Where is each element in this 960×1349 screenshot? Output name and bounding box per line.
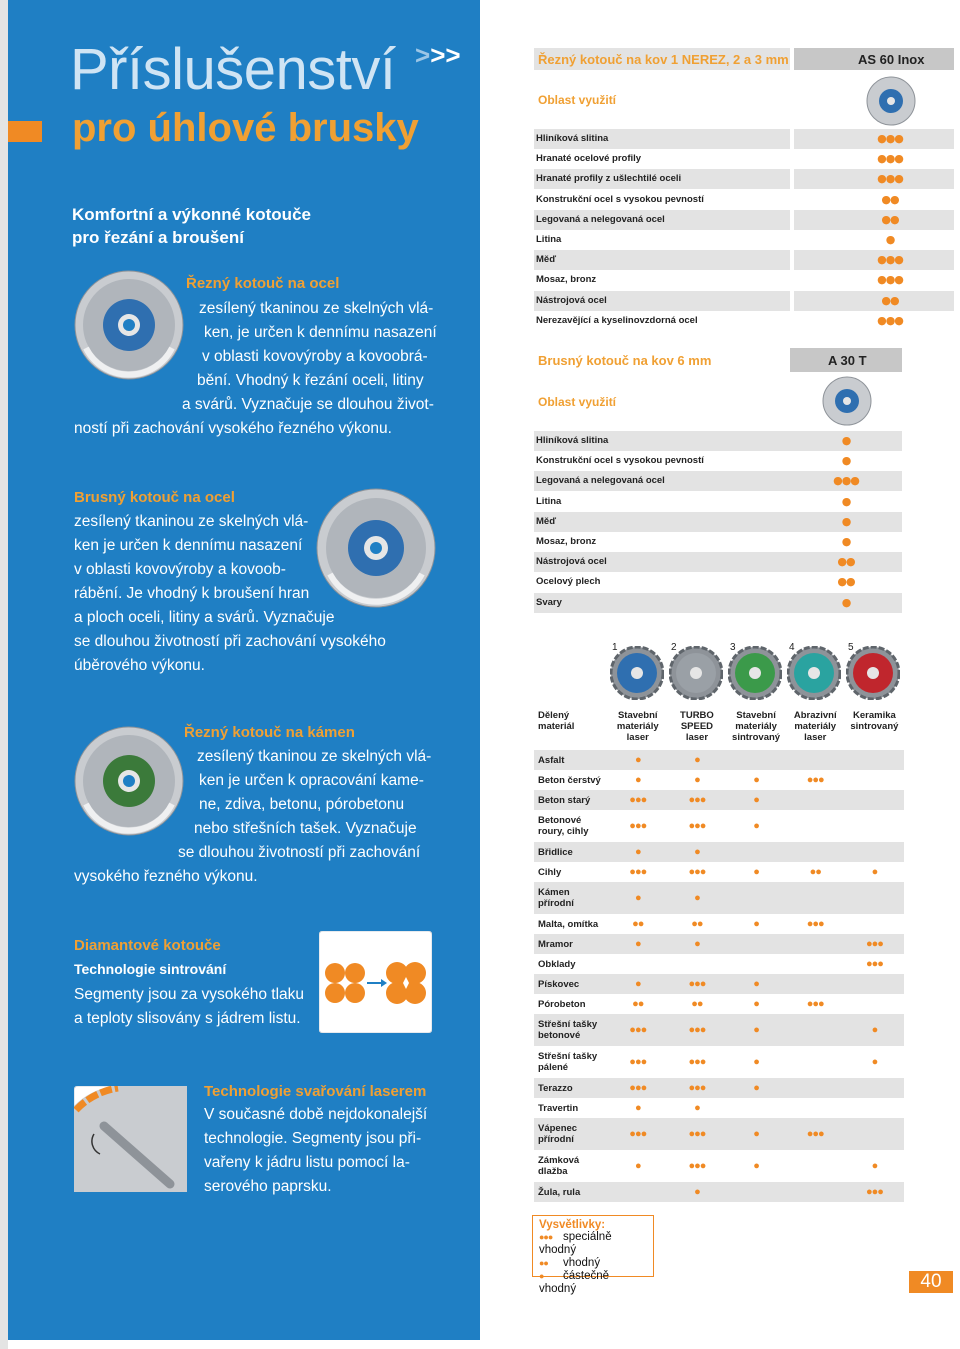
table3-header-text: Abrazivní [793, 710, 837, 721]
table2-disc-icon [822, 376, 872, 426]
table3-rating-cell: ●●● [688, 1160, 706, 1172]
table3-rating-cell: ●● [809, 866, 821, 878]
table3-rating-cell: ●●● [667, 974, 726, 994]
laser-line-3: vařeny k jádru listu pomocí la- [204, 1154, 410, 1171]
diamond-subtitle: Technologie sintrování [74, 961, 227, 977]
table3-rating-cell: ●●● [629, 1056, 647, 1068]
table3-rating-cell [845, 790, 904, 810]
cut-steel-title: Řezný kotouč na ocel [186, 275, 340, 292]
diamond-disc-number: 4 [789, 642, 795, 653]
table3-header-text: Keramika [853, 710, 896, 721]
table3-rating-cell: ● [727, 1078, 786, 1098]
table3-header-text: Dělený [538, 710, 570, 721]
table3-header-text: laser [685, 732, 709, 743]
grind-steel-line-2: ken je určen k dennímu nasazení [74, 537, 303, 554]
table3-rating-cell [727, 842, 786, 862]
table1-product: AS 60 Inox [858, 52, 925, 67]
table2-area-label: Oblast využití [538, 395, 617, 409]
laser-illustration [74, 1086, 187, 1192]
table3-row-label-text: Střešní tašky [538, 1019, 598, 1030]
legend-item-2: ●● vhodný [539, 1257, 601, 1269]
grind-steel-line-6: se dlouhou životností při zachování vysokého [74, 633, 386, 650]
table3-header-text: materiály [735, 721, 777, 732]
table3-rating-cell [727, 750, 786, 770]
table3-rating-cell [845, 994, 904, 1014]
table2-row-rating: ●● [837, 575, 855, 589]
table3-rating-cell [786, 882, 845, 914]
table-row [534, 750, 904, 770]
diamond-disc-number: 1 [612, 642, 618, 653]
orange-square [8, 121, 42, 142]
table3-rating-cell [845, 914, 904, 934]
cut-stone-line-3: ne, zdiva, betonu, pórobetonu [199, 796, 405, 813]
table3-rating-cell [608, 954, 667, 974]
table3-rating-cell: ●●● [608, 1078, 667, 1098]
table3-row-label-text: Mramor [538, 938, 573, 950]
table1-row-rating: ●●● [877, 132, 903, 145]
table3-rating-cell [786, 974, 845, 994]
table2-row-rating: ● [841, 514, 851, 528]
table3-rating-cell: ● [667, 882, 726, 914]
table3-rating-cell: ● [753, 774, 759, 786]
table-row [534, 770, 904, 790]
table3-rating-cell [608, 1182, 667, 1202]
table3-rating-cell [786, 1078, 845, 1098]
table3-row-label [534, 1182, 608, 1202]
table3-row-label [534, 862, 608, 882]
table1-row-label: Legovaná a nelegovaná ocel [534, 210, 790, 230]
table3-rating-cell: ●●● [608, 1118, 667, 1150]
table3-rating-cell [786, 1098, 845, 1118]
table3-rating-cell [727, 1182, 786, 1202]
cut-stone-line-2: ken je určen k opracování kame- [199, 772, 424, 789]
table3-row-label [534, 842, 608, 862]
table3-rating-cell: ● [608, 882, 667, 914]
table3-row-label [534, 1098, 608, 1118]
table2-row-label: Litina [536, 495, 562, 507]
table3-rating-cell: ●●● [806, 918, 824, 930]
table3-rating-cell: ● [667, 750, 726, 770]
table3-rating-cell: ●●● [806, 998, 824, 1010]
table-row [534, 1078, 904, 1098]
table1-row-label: Litina [536, 234, 562, 245]
table3-rating-cell: ●● [632, 998, 644, 1010]
diamond-disc-image [846, 646, 900, 700]
table3-rating-cell: ● [694, 1102, 700, 1114]
legend-title: Vysvětlivky: [539, 1219, 606, 1231]
table3-rating-cell: ●●● [608, 1014, 667, 1046]
table3-rating-cell: ●●● [688, 1056, 706, 1068]
table2-row-rating: ● [841, 595, 851, 609]
table2-row-label: Konstrukční ocel s vysokou pevností [536, 455, 704, 467]
table3-rating-cell [667, 954, 726, 974]
table3-rating-cell [786, 790, 845, 810]
cut-stone-line-5: se dlouhou životností při zachování [178, 844, 421, 861]
diamond-title: Diamantové kotouče [74, 937, 221, 954]
table3-row-label-text: pálené [538, 1062, 569, 1073]
table-row [534, 790, 904, 810]
table3-header-text: Stavební [617, 710, 658, 721]
table3-row-label [534, 994, 608, 1014]
cut-steel-line-3: v oblasti kovovýroby a kovoobrá- [202, 348, 428, 365]
table3-rating-cell: ● [753, 1160, 759, 1172]
table3-rating-cell: ● [753, 918, 759, 930]
table3-row-label [534, 914, 608, 934]
diamond-line-1: Segmenty jsou za vysokého tlaku [74, 986, 305, 1003]
table3-rating-cell: ● [727, 790, 786, 810]
grind-steel-title: Brusný kotouč na ocel [74, 489, 235, 506]
table1-area-label: Oblast využití [538, 93, 617, 107]
page-title: Příslušenství [70, 37, 396, 102]
table3-row-label-text: Pórobeton [538, 998, 586, 1010]
grind-steel-line-3: v oblasti kovovýroby a kovoob- [74, 561, 286, 578]
table3-row-label-text: Beton čerstvý [538, 774, 601, 786]
cut-steel-line-6: ností při zachování vysokého řezného výkonu. [74, 420, 392, 437]
table3-rating-cell: ● [634, 1102, 641, 1114]
table3-rating-cell: ● [871, 866, 878, 878]
table1-row-rating: ●●● [877, 152, 903, 166]
table1-row-rating: ●● [881, 192, 899, 206]
table3-rating-cell [845, 750, 904, 770]
table3-rating-cell: ●●● [786, 1118, 845, 1150]
table3-rating-cell: ● [727, 1014, 786, 1046]
table-row [534, 1150, 904, 1182]
table2-row-rating: ● [841, 494, 851, 508]
table3-rating-cell [786, 810, 845, 842]
table3-rating-cell [845, 1098, 904, 1118]
table3-row-label [534, 1014, 608, 1046]
table-row [534, 842, 904, 862]
table3-header-text: laser [626, 732, 649, 743]
table3-rating-cell: ● [727, 974, 786, 994]
table3-row-label [534, 750, 608, 770]
cut-steel-line-2: ken, je určen k dennímu nasazení [204, 324, 437, 341]
cut-stone-title: Řezný kotouč na kámen [184, 724, 355, 741]
table3-rating-cell: ● [727, 1118, 786, 1150]
table3-header-text: Stavební [736, 710, 776, 721]
table3-rating-cell: ●●● [667, 1078, 726, 1098]
grind-steel-disc-image [316, 488, 436, 608]
cut-stone-disc-image [74, 726, 184, 836]
table1-row-label: Hliníková slitina [534, 129, 790, 149]
laser-title: Technologie svařování laserem [204, 1083, 427, 1100]
table3-rating-cell: ● [667, 1182, 726, 1202]
table3-header-text: materiál [538, 721, 575, 732]
table3-rating-cell: ●●● [608, 790, 667, 810]
cut-stone-line-1: zesílený tkaninou ze skelných vlá- [197, 748, 432, 765]
table-row [534, 882, 904, 914]
table3-header-row [534, 706, 904, 750]
table3-rating-cell: ●●● [806, 774, 824, 786]
table3-row-label-text: Břidlice [538, 846, 573, 858]
table1-row-label: Nerezavějící a kyselinovzdorná ocel [536, 314, 698, 326]
table2-row-rating: ●●● [833, 474, 859, 488]
table2-row-label: Legovaná a nelegovaná ocel [534, 471, 902, 491]
table3-row-label-text: betonové [538, 1030, 581, 1041]
grind-steel-line-5: a ploch oceli, litiny a svárů. Vyznačuje [74, 609, 335, 626]
laser-line-4: serového paprsku. [204, 1178, 332, 1195]
table1-disc-icon [866, 76, 916, 126]
table3-header-text: materiály [794, 721, 837, 732]
table3-rating-cell [845, 770, 904, 790]
page-subtitle: pro úhlové brusky [72, 106, 419, 150]
table3-rating-cell: ● [667, 934, 726, 954]
table1-title: Řezný kotouč na kov 1 NEREZ, 2 a 3 mm [538, 52, 789, 67]
section-subtitle: Komfortní a výkonné kotouče pro řezání a broušení [72, 205, 311, 247]
table1-row-rating: ●●● [877, 172, 903, 186]
table-row [534, 862, 904, 882]
diamond-disc-image [669, 646, 723, 700]
table-row [534, 914, 904, 934]
diamond-disc-image [728, 646, 782, 700]
page-number: 40 [909, 1271, 953, 1293]
table3-header-cell [727, 706, 786, 750]
table3-row-label [534, 790, 608, 810]
table3-header-cell [534, 706, 608, 750]
table3-header-text: sintrovaný [732, 732, 781, 743]
table3-row-label-text: Pískovec [538, 978, 580, 990]
table1-row-label: Hranaté ocelové profily [536, 153, 642, 165]
cut-steel-section [186, 275, 339, 292]
table3-rating-cell [727, 934, 786, 954]
table3-rating-cell: ●●● [845, 934, 904, 954]
cut-steel-line-1: zesílený tkaninou ze skelných vlá- [199, 300, 434, 317]
table1-row-rating: ●●● [877, 253, 903, 267]
laser-line-2: technologie. Segmenty jsou při- [204, 1130, 422, 1147]
grind-steel-line-7: úběrového výkonu. [74, 657, 205, 674]
table3-rating-cell: ●●● [667, 790, 726, 810]
grind-steel-line-1: zesílený tkaninou ze skelných vlá- [74, 513, 309, 530]
table3-rating-cell [786, 954, 845, 974]
table3-rating-cell: ● [871, 1056, 878, 1068]
table1-row-label: Mosaz, bronz [536, 274, 597, 286]
legend [532, 1215, 654, 1295]
table3-rating-cell: ●● [632, 918, 644, 930]
table3-rating-cell [727, 1098, 786, 1118]
table3-rating-cell: ● [634, 1160, 641, 1172]
table3-rating-cell [786, 842, 845, 862]
table3-row-label-text: přírodní [538, 1134, 574, 1145]
table3-rating-cell [845, 842, 904, 862]
table3-rating-cell: ●●● [688, 866, 706, 878]
table3-rating-cell: ● [753, 1056, 759, 1068]
table2-title: Brusný kotouč na kov 6 mm [538, 353, 712, 368]
table1-row-rating: ●● [881, 293, 899, 307]
table3-row-label-text: Zámková [538, 1155, 580, 1166]
table3-rating-cell: ● [753, 866, 759, 878]
table2-row-rating: ●● [837, 555, 855, 569]
table3-rating-cell [845, 882, 904, 914]
table3-row-label-text: Cihly [538, 866, 562, 878]
table3-row-label-text: Beton starý [538, 794, 591, 806]
table-row [534, 1046, 904, 1078]
table3-header-text: materiály [616, 721, 659, 732]
diamond-disc-image [787, 646, 841, 700]
cut-steel-line-5: a svárů. Vyznačuje se dlouhou život- [182, 396, 434, 413]
table3-rating-cell: ●● [691, 918, 703, 930]
table3-row-label [534, 770, 608, 790]
table2-row-label: Nástrojová ocel [534, 552, 902, 572]
table2-row-rating: ● [841, 454, 851, 468]
table1-row-rating: ●● [881, 212, 899, 226]
grind-steel-line-4: rábění. Je vhodný k broušení hran [74, 585, 310, 602]
table3-rating-cell: ● [608, 974, 667, 994]
table3-row-label-text: dlažba [538, 1166, 568, 1177]
table3-row-label [534, 1150, 608, 1182]
table3-rating-cell: ●●● [845, 1182, 904, 1202]
table1-row-label: Měď [534, 250, 790, 270]
table2-row-label: Měď [534, 512, 902, 532]
table3-row-label [534, 882, 608, 914]
diamond-suitability-table [534, 706, 904, 1202]
table3-rating-cell: ●●● [629, 820, 647, 832]
table3-header-cell [667, 706, 726, 750]
table-row [534, 1182, 904, 1202]
table3-rating-cell: ●●● [688, 820, 706, 832]
table2-product: A 30 T [828, 353, 867, 368]
table3-rating-cell [786, 1046, 845, 1078]
table2-row-rating: ● [841, 434, 851, 447]
table3-header-text: TURBO [680, 710, 714, 721]
table3-body [534, 750, 904, 1202]
cut-stone-line-4: nebo střešních tašek. Vyznačuje [194, 820, 417, 837]
table3-header-cell [786, 706, 845, 750]
table-row [534, 1098, 904, 1118]
table3-rating-cell [727, 954, 786, 974]
table3-rating-cell: ● [845, 1014, 904, 1046]
table3-rating-cell: ● [608, 934, 667, 954]
table3-rating-cell: ● [694, 774, 700, 786]
table3-row-label-text: Asfalt [538, 754, 565, 766]
table3-rating-cell: ● [634, 774, 641, 786]
table1-row-label: Nástrojová ocel [534, 291, 790, 311]
cut-stone-line-6: vysokého řezného výkonu. [74, 868, 258, 885]
table3-rating-cell: ●● [691, 998, 703, 1010]
arrows-decoration: >>> [415, 40, 461, 70]
table3-rating-cell [786, 934, 845, 954]
table-row [534, 954, 904, 974]
table3-row-label-text: Vápenec [538, 1123, 578, 1134]
table3-rating-cell [786, 1014, 845, 1046]
diamond-line-2: a teploty slisovány s jádrem listu. [74, 1010, 301, 1027]
table-row [534, 810, 904, 842]
table2-row-label: Ocelový plech [536, 576, 601, 588]
table3-rating-cell [845, 810, 904, 842]
table3-rating-cell [786, 1182, 845, 1202]
table3-rating-cell: ●●● [667, 1014, 726, 1046]
table-row [534, 934, 904, 954]
left-grey-strip [0, 0, 8, 1349]
legend-item-1: ●●● speciálně vhodný [539, 1231, 612, 1256]
table1-row-rating: ●●● [877, 273, 903, 287]
table-row [534, 1118, 904, 1150]
table3-header-text: laser [804, 732, 827, 743]
table3-row-label-text: Terazzo [538, 1082, 573, 1094]
table3-rating-cell [727, 882, 786, 914]
table3-rating-cell [845, 1118, 904, 1150]
table3-header-text: SPEED [680, 721, 714, 732]
table3-rating-cell [845, 1078, 904, 1098]
diamond-disc-image [610, 646, 664, 700]
table3-rating-cell: ●●● [629, 866, 647, 878]
table3-row-label [534, 1078, 608, 1098]
table3-rating-cell: ● [871, 1160, 878, 1172]
diamond-disc-number: 5 [848, 642, 854, 653]
table3-row-label-text: Žula, rula [538, 1186, 581, 1198]
table-row [534, 1014, 904, 1046]
table3-rating-cell: ●●● [667, 1118, 726, 1150]
table-row [534, 994, 904, 1014]
table3-row-label [534, 810, 608, 842]
table3-rating-cell: ● [608, 750, 667, 770]
table3-rating-cell [786, 1150, 845, 1182]
table3-row-label [534, 1046, 608, 1078]
table3-row-label [534, 1118, 608, 1150]
table3-header-cell [845, 706, 904, 750]
table1-row-rating: ●●● [877, 313, 903, 327]
table3-row-label [534, 934, 608, 954]
table3-rating-cell [786, 750, 845, 770]
table3-rating-cell [845, 974, 904, 994]
table3-rating-cell: ● [753, 820, 759, 832]
laser-line-1: V současné době nejdokonalejší [204, 1106, 428, 1123]
table3-row-label [534, 974, 608, 994]
table-row [534, 974, 904, 994]
table3-row-label-text: Obklady [538, 958, 576, 970]
table2-row-label: Hliníková slitina [534, 431, 902, 451]
table3-header-cell [608, 706, 667, 750]
diamond-disc-number: 3 [730, 642, 736, 653]
cut-steel-line-4: bění. Vhodný k řezání oceli, litiny [197, 372, 424, 389]
table3-rating-cell: ● [753, 998, 759, 1010]
table3-row-label-text: přírodní [538, 898, 574, 909]
legend-item-3: ● částečně vhodný [539, 1270, 610, 1295]
sintering-illustration [319, 931, 432, 1033]
table1-row-label: Konstrukční ocel s vysokou pevností [536, 193, 704, 205]
table3-row-label-text: roury, cihly [538, 826, 589, 837]
table3-row-label-text: Střešní tašky [538, 1051, 598, 1062]
table1-row-label: Hranaté profily z ušlechtilé oceli [534, 169, 790, 189]
table2-row-label: Svary [534, 593, 902, 613]
table3-row-label [534, 954, 608, 974]
diamond-disc-number: 2 [671, 642, 677, 653]
table3-rating-cell: ● [667, 842, 726, 862]
table3-rating-cell: ● [608, 842, 667, 862]
table3-row-label-text: Travertin [538, 1102, 579, 1114]
table3-rating-cell: ●●● [865, 958, 883, 970]
table2-row-rating: ● [841, 535, 851, 548]
table3-header-text: sintrovaný [850, 721, 899, 732]
table3-row-label-text: Kámen [538, 887, 570, 898]
cut-steel-disc-image [74, 270, 184, 380]
table2-row-label: Mosaz, bronz [536, 536, 597, 547]
table1-row-rating: ● [885, 233, 895, 246]
table3-row-label-text: Malta, omítka [538, 918, 599, 930]
table3-row-label-text: Betonové [538, 815, 582, 826]
